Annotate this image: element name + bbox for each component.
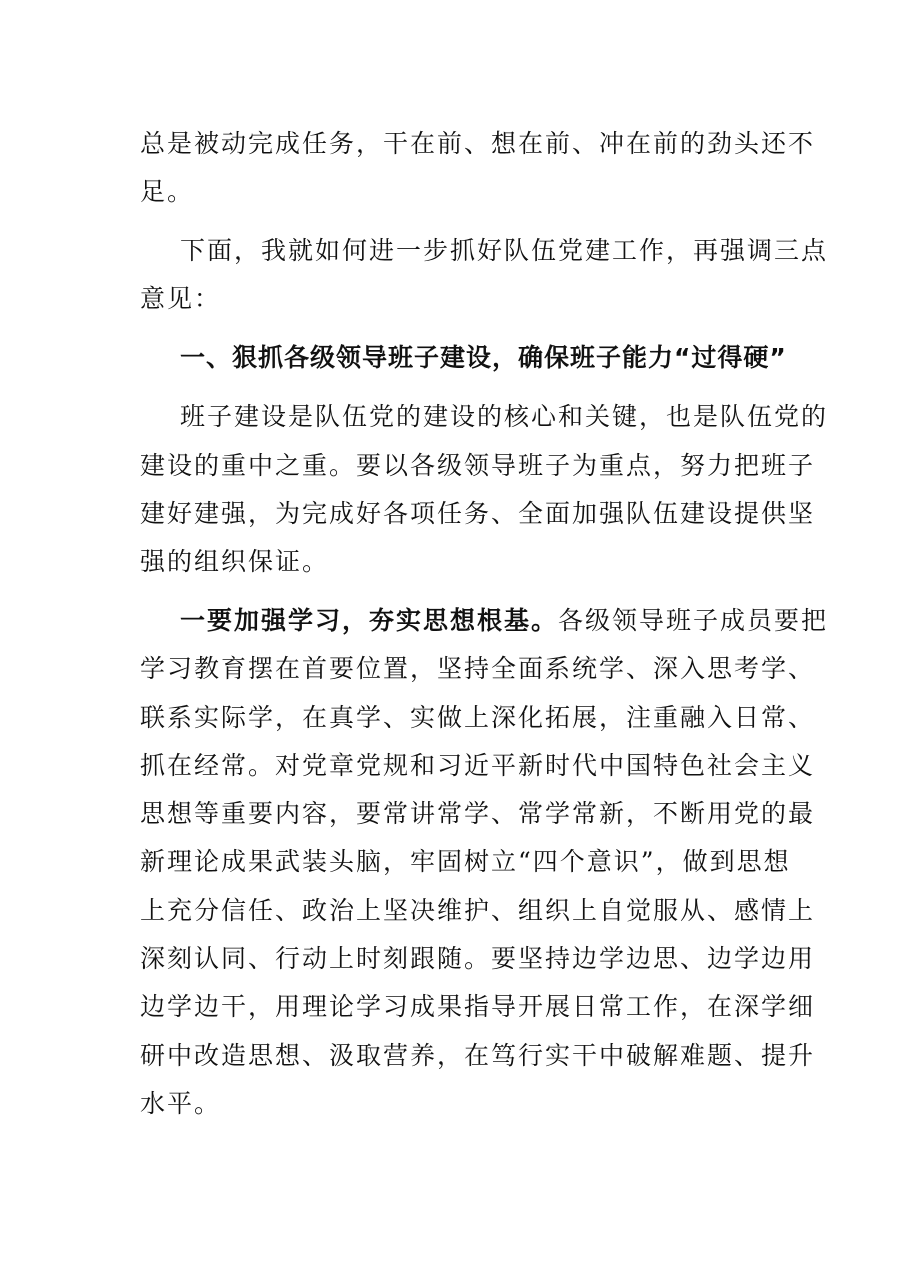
lead-bold-text: 一要加强学习，夯实思想根基。 [180,606,559,635]
paragraph-line: 总是被动完成任务，干在前、想在前、冲在前的劲头还不 [140,129,816,158]
paragraph-line: 边学边干，用理论学习成果指导开展日常工作，在深学细 [140,992,816,1021]
paragraph-line: 意见： [140,284,222,313]
lead-rest-text: 各级领导班子成员要把 [558,606,829,635]
paragraph-line: 研中改造思想、汲取营养，在笃行实干中破解难题、提升 [140,1041,816,1070]
paragraph-line: 班子建设是队伍党的建设的核心和关键，也是队伍党的 [180,402,829,431]
paragraph-line: 抓在经常。对党章党规和习近平新时代中国特色社会主义 [140,751,816,780]
paragraph-line: 思想等重要内容，要常讲常学、常学常新，不断用党的最 [140,799,816,828]
paragraph-line: 联系实际学，在真学、实做上深化拓展，注重融入日常、 [140,703,816,732]
paragraph-lead-line [180,604,829,638]
paragraph-line: 建设的重中之重。要以各级领导班子为重点，努力把班子 [140,451,816,480]
paragraph-line: 上充分信任、政治上坚决维护、组织上自觉服从、感情上 [140,896,816,925]
paragraph-line: 建好建强，为完成好各项任务、全面加强队伍建设提供坚 [140,499,816,528]
paragraph-line: 强的组织保证。 [140,547,330,576]
paragraph-line: 新理论成果武装头脑，牢固树立“四个意识”，做到思想 [140,847,791,876]
paragraph-line: 足。 [140,177,195,206]
section-heading: 一、狠抓各级领导班子建设，确保班子能力“过得硬” [180,343,787,372]
paragraph-line: 下面，我就如何进一步抓好队伍党建工作，再强调三点 [180,236,829,265]
paragraph-line: 水平。 [140,1089,222,1118]
paragraph-line: 学习教育摆在首要位置，坚持全面系统学、深入思考学、 [140,654,816,683]
paragraph-line: 深刻认同、行动上时刻跟随。要坚持边学边思、边学边用 [140,944,816,973]
